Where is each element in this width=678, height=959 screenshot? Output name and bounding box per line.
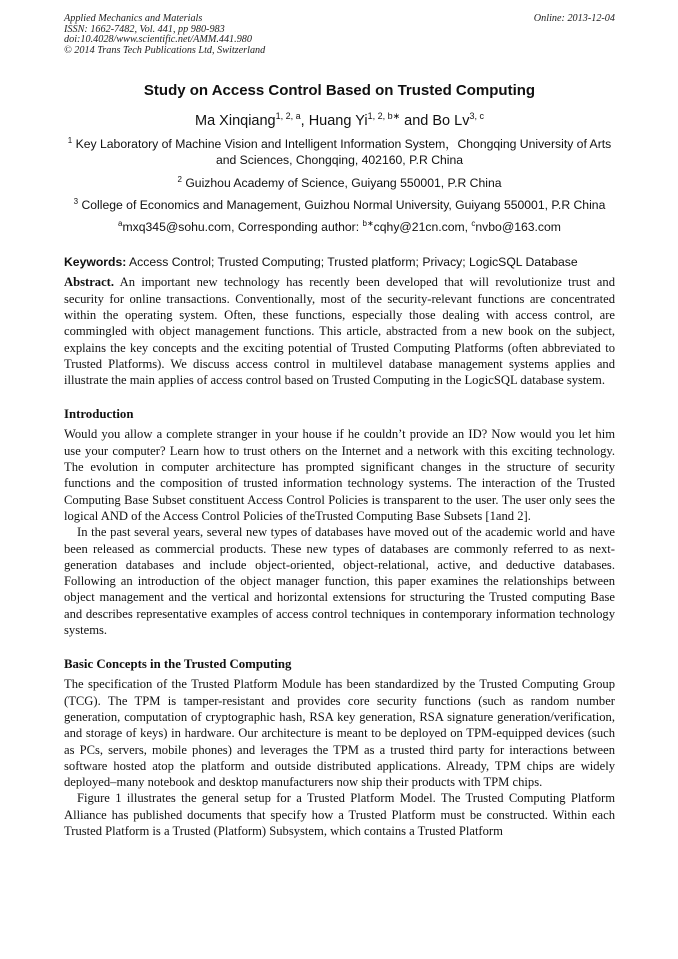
affiliation-2 — [64, 175, 615, 191]
basic-paragraph-1: The specification of the Trusted Platform Module has been standardized by the Trusted Computing Group (TCG). The TPM is tamper-resistant and provides core security functions (such as random number generation, computation of cryptographic hash, RSA key generation, RSA signature generation/verification, and storage of keys) in hardware. Our architecture is meant to be deployed on TPM-equipped devices (such as PCs, servers, mobile phones) and leverages the TPM as a trusted third party for interactions between software hosted atop the platform and outside distributed applications. Already, TPM chips are widely deployed–many notebook and desktop manufacturers now ship their products with TPM chips. — [64, 677, 615, 790]
email-a: mxq345@sohu.com, Corresponding author: — [122, 220, 363, 235]
journal-header — [64, 14, 615, 56]
email-c: nvbo@163.com — [475, 220, 561, 235]
doi-line: doi:10.4028/www.scientific.net/AMM.441.980 — [64, 34, 252, 46]
affiliation-3-text: College of Economics and Management, Guizhou Normal University, Guiyang 550001, P.R China — [78, 198, 606, 213]
affiliation-2-number: 2 — [177, 175, 182, 185]
affiliation-1-number: 1 — [67, 136, 73, 146]
keywords — [64, 255, 615, 269]
email-b: cqhy@21cn.com, — [373, 220, 472, 235]
author-2: Huang Yi — [308, 113, 368, 130]
journal-name: Applied Mechanics and Materials — [64, 13, 203, 24]
email-b-marker: b∗ — [362, 219, 374, 229]
affiliation-3 — [64, 197, 615, 213]
author-1-affil: 1, 2, a — [275, 111, 301, 122]
issn-line: ISSN: 1662-7482, Vol. 441, pp 980-983 — [64, 23, 225, 35]
author-list — [64, 113, 615, 129]
affiliation-1-line-2: and Sciences, Chongqing, 402160, P.R China — [215, 153, 464, 168]
author-separator-2: and — [400, 113, 433, 130]
paper-page — [64, 14, 615, 839]
author-2-affil: 1, 2, b∗ — [367, 111, 401, 122]
abstract-text: An important new technology has recently been developed that will revolutionize trust and security for online transactions. Conventionally, most of the security-relevant functions are concentrated within the operating system. Often, these functions, especially those dealing with access control, are commingled with object management functions. This article, abstracted from a new book on the subject, explains the key concepts and the exciting potential of Trusted Computing Platforms (often abbreviated to Trusted Platforms). We discuss access control in multilevel database management systems applies and illustrate the main applies of access control based on Trusted Computing in the LogicSQL database system. — [64, 275, 615, 388]
intro-paragraph-2: In the past several years, several new types of databases have moved out of the academic world and have been released as commercial products. These new types of databases are commonly referred to as next-generation databases and include object-oriented, object-relational, active, and deductive databases. Following an introduction of the object manager function, this paper examines the relationships between object management and the vertical and horizontal extensions for structuring the Trusted computing Base and describes representative examples of access control techniques in contemporary information technology systems. — [64, 525, 615, 638]
author-separator-1: , — [300, 113, 309, 130]
section-heading-basic-concepts: Basic Concepts in the Trusted Computing — [64, 657, 292, 672]
basic-paragraph-2: Figure 1 illustrates the general setup for a Trusted Platform Model. The Trusted Computing Platform Alliance has published documents that specify how a Trusted Platform must be constructed. Within each Trusted Platform is a Trusted (Platform) Subsystem, which contains a Trusted Platform — [64, 791, 615, 838]
email-a-marker: a — [118, 219, 123, 229]
paper-title: Study on Access Control Based on Trusted Computing — [143, 82, 536, 100]
author-3-affil: 3, c — [469, 111, 484, 122]
keywords-text: Access Control; Trusted Computing; Trusted platform; Privacy; LogicSQL Database — [126, 255, 578, 270]
affiliation-2-text: Guizhou Academy of Science, Guiyang 550001, P.R China — [181, 176, 502, 191]
copyright-line: © 2014 Trans Tech Publications Ltd, Switzerland — [64, 44, 266, 56]
author-3: Bo Lv — [432, 113, 470, 130]
intro-paragraph-1: Would you allow a complete stranger in your house if he couldn’t provide an ID? Now would you let him use your computer? Learn how to trust others on the Internet and a network with this exciting technology. The evolution in computer architecture has prompted significant changes in the structure of security functions and the composition of trusted information technology systems. The interaction of the Trusted Computing Base Subset constituent Access Control Policies is transparent to the user. The user only sees the logical AND of the Access Control Policies of theTrusted Computing Base Subsets [1and 2]. — [64, 427, 615, 523]
abstract — [64, 274, 615, 388]
online-date: Online: 2013-12-04 — [533, 13, 615, 24]
author-emails — [64, 219, 615, 235]
affiliation-1 — [64, 136, 615, 168]
author-1: Ma Xinqiang — [195, 113, 276, 130]
keywords-label: Keywords: — [64, 255, 127, 270]
affiliation-1-line-1: Key Laboratory of Machine Vision and Intelligent Information System，Chongqing University of Arts — [72, 137, 612, 152]
section-heading-introduction: Introduction — [64, 407, 134, 422]
email-c-marker: c — [471, 219, 476, 229]
affiliation-3-number: 3 — [73, 197, 79, 207]
abstract-label: Abstract. — [64, 275, 115, 290]
